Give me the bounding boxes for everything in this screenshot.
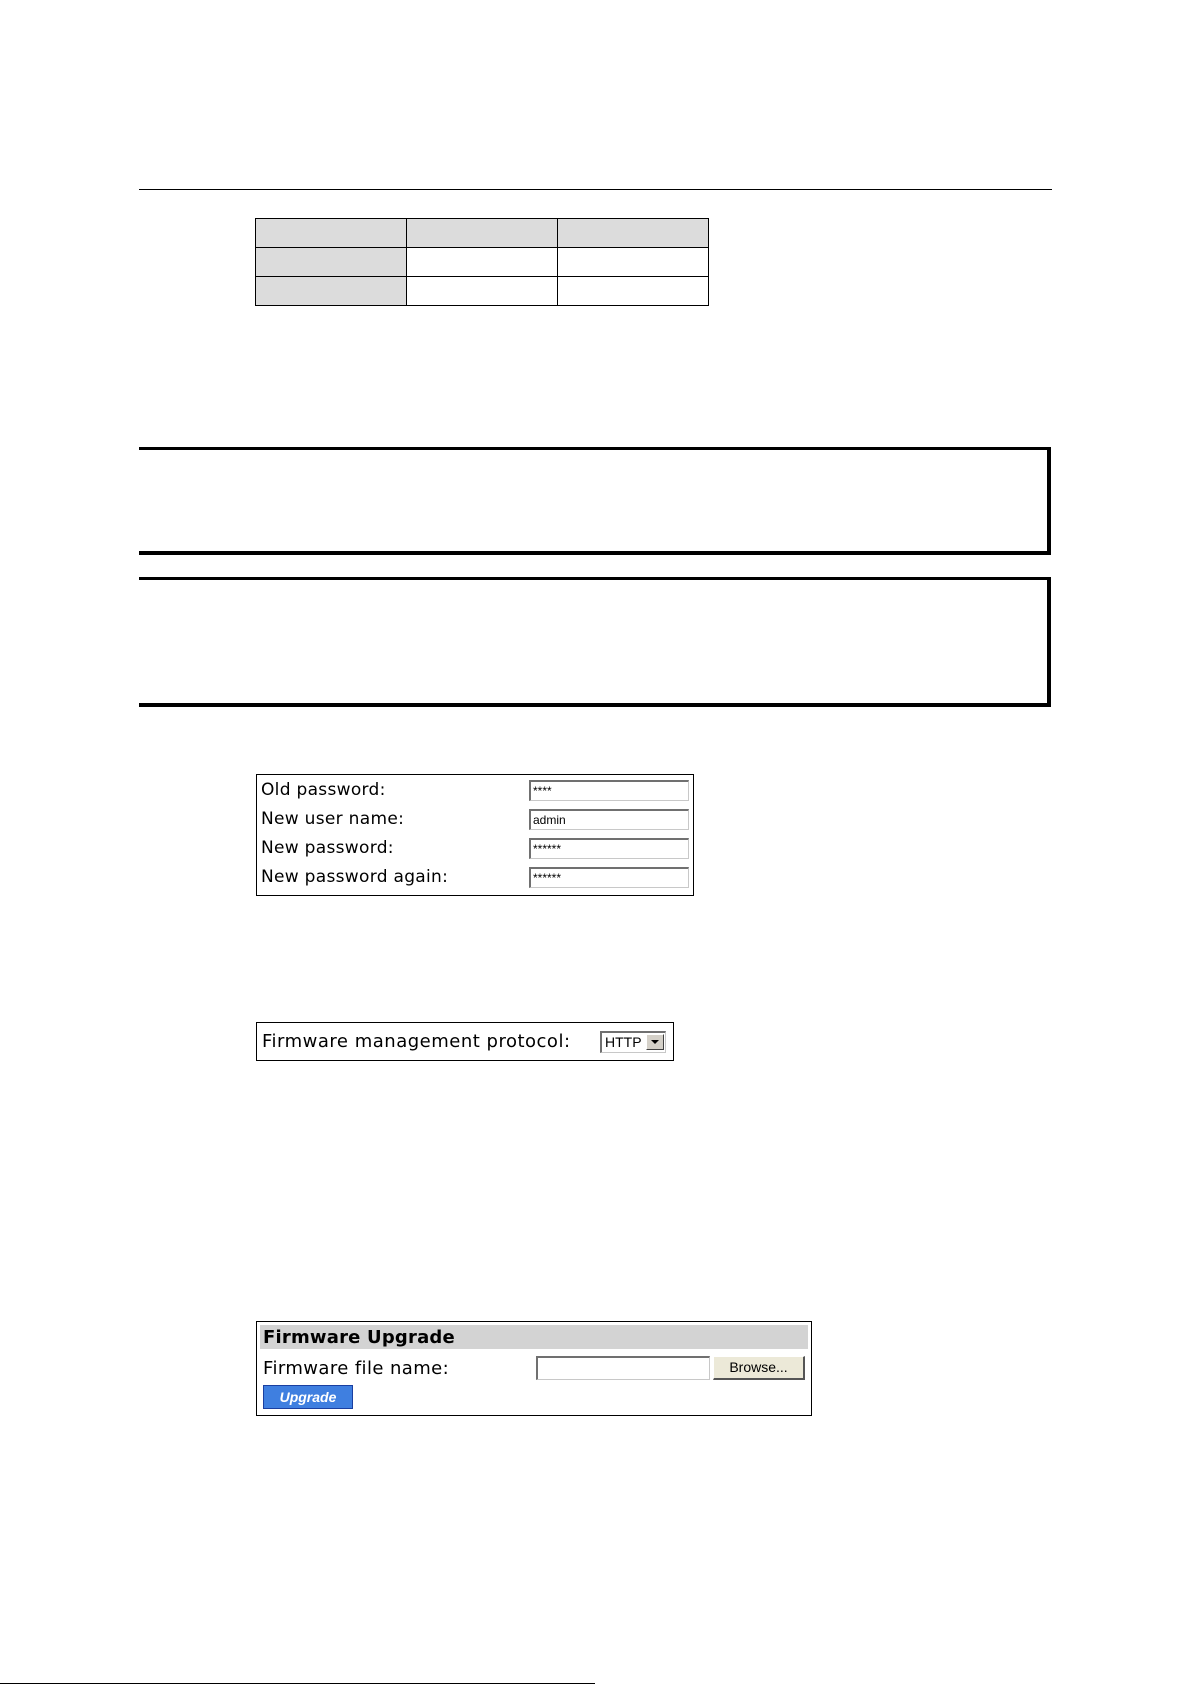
protocol-form — [256, 1022, 674, 1061]
new-password-again-input[interactable]: ****** — [529, 867, 689, 888]
old-password-row — [261, 777, 691, 803]
new-password-again-row — [261, 864, 691, 890]
protocol-selected-value: HTTP — [605, 1034, 642, 1050]
table-row — [256, 277, 709, 306]
new-user-name-input[interactable]: admin — [529, 809, 689, 830]
firmware-upgrade-title: Firmware Upgrade — [263, 1327, 455, 1348]
note-box — [139, 447, 1051, 555]
table-cell — [407, 248, 558, 277]
reference-table — [255, 218, 709, 306]
firmware-file-label: Firmware file name: — [263, 1358, 450, 1379]
new-password-again-label: New password again: — [261, 867, 449, 887]
firmware-upgrade-header — [260, 1325, 808, 1349]
table-row — [256, 219, 709, 248]
table-header-cell — [256, 219, 407, 248]
new-password-label: New password: — [261, 838, 394, 858]
new-password-input[interactable]: ****** — [529, 838, 689, 859]
upgrade-button[interactable]: Upgrade — [263, 1385, 353, 1409]
chevron-down-icon[interactable] — [646, 1034, 664, 1050]
table-cell — [407, 277, 558, 306]
new-user-name-label: New user name: — [261, 809, 405, 829]
table-row — [256, 248, 709, 277]
protocol-label: Firmware management protocol: — [262, 1031, 571, 1052]
note-box — [139, 577, 1051, 707]
table-cell — [558, 277, 709, 306]
table-cell — [558, 248, 709, 277]
firmware-upgrade-form — [256, 1321, 812, 1416]
firmware-file-input[interactable] — [536, 1356, 710, 1380]
table-header-cell — [558, 219, 709, 248]
old-password-input[interactable]: **** — [529, 780, 689, 801]
table-header-cell — [407, 219, 558, 248]
protocol-select[interactable] — [600, 1031, 666, 1053]
table-row-header-cell — [256, 248, 407, 277]
old-password-label: Old password: — [261, 780, 386, 800]
footer-rule — [0, 1683, 595, 1684]
header-rule — [139, 189, 1052, 190]
browse-button[interactable]: Browse... — [713, 1356, 805, 1380]
new-user-name-row — [261, 806, 691, 832]
password-change-form — [256, 774, 694, 896]
new-password-row — [261, 835, 691, 861]
table-row-header-cell — [256, 277, 407, 306]
